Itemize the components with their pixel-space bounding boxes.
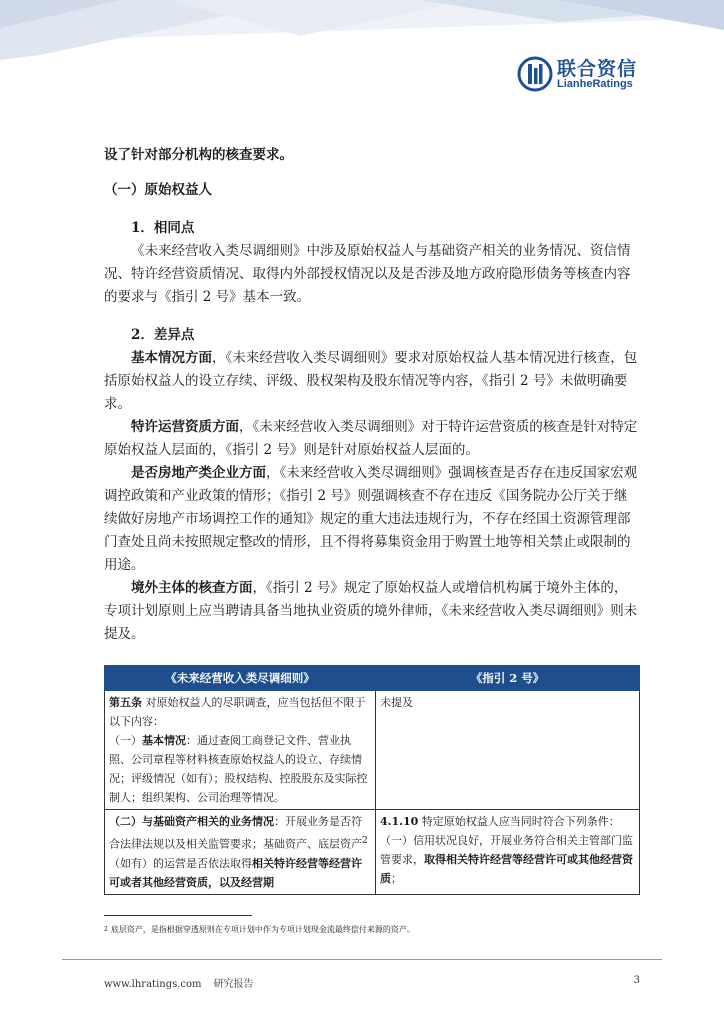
franchise-label: 特许运营资质方面	[131, 419, 239, 435]
overseas-paragraph: 境外主体的核查方面，《指引 2 号》规定了原始权益人或增信机构属于境外主体的，专项计划原则上应当聘请具备当地执业资质的境外律师，《未来经营收入类尽调细则》则未提及。	[104, 580, 638, 642]
comparison-table	[104, 665, 640, 895]
footer-url[interactable]: www.lhratings.com	[104, 979, 202, 990]
footnote-divider	[104, 915, 252, 916]
footnote-ref: 2	[362, 835, 368, 846]
table-header-row	[105, 666, 640, 691]
similarities-paragraph: 《未来经营收入类尽调细则》中涉及原始权益人与基础资产相关的业务情况、资信情况、特许经营资质情况、取得内外部授权情况以及是否涉及地方政府隐形债务等核查内容的要求与《指引 2 号》基本一致。	[104, 243, 631, 305]
basic-info-label: 基本情况方面	[131, 350, 212, 366]
subheading-differences: 2．差异点	[131, 327, 195, 343]
franchise-paragraph: 特许运营资质方面，《未来经营收入类尽调细则》对于特许运营资质的核查是针对特定原始权益人层面的，《指引 2 号》则是针对原始权益人层面的。	[104, 419, 638, 458]
table-row	[105, 810, 640, 895]
footer-divider	[62, 959, 662, 960]
subheading-similarities: 1．相同点	[131, 220, 195, 236]
page-number: 3	[633, 975, 640, 986]
footnote-text: 底层资产，是指根据穿透原则在专项计划中作为专项计划现金流最终偿付来源的资产。	[110, 925, 415, 934]
footer-left	[104, 975, 254, 990]
section-heading: （一）原始权益人	[104, 182, 212, 198]
real-estate-label: 是否房地产类企业方面	[131, 465, 266, 481]
table-header-cell: 《未来经营收入类尽调细则》	[105, 666, 376, 691]
brand-logo	[517, 54, 647, 94]
table-header-cell: 《指引 2 号》	[376, 666, 640, 691]
lianhe-logo-icon	[517, 56, 553, 92]
table-row	[105, 691, 640, 810]
footer-label: 研究报告	[213, 979, 254, 990]
overseas-label: 境外主体的核查方面	[131, 580, 253, 596]
logo-chinese: 联合资信	[557, 58, 638, 80]
logo-english: LianheRatings	[557, 78, 633, 90]
table-cell: 4.1.10 特定原始权益人应当同时符合下列条件： （一）信用状况良好，开展业务符合相关主管部门监管要求，取得相关特许经营等经营许可或其他经营资质；	[376, 810, 640, 895]
report-body	[104, 144, 640, 646]
table-cell: （二）与基础资产相关的业务情况：开展业务是否符合法律法规以及相关监管要求；基础资产、底层资产$^2$（如有）的运营是否依法取得相关特许经营等经营许可或者其他经营资质，以及经营期	[105, 810, 376, 895]
footnote-number: 2	[104, 926, 108, 933]
continued-sentence: 设了针对部分机构的核查要求。	[104, 147, 293, 163]
table-cell: 第五条 对原始权益人的尽职调查，应当包括但不限于以下内容： （一）基本情况：通过查阅工商登记文件、营业执照、公司章程等材料核查原始权益人的设立、存续情况；评级情况（如有）；股权结构、控股股东及实际控制人；组织架构、公司治理等情况。	[105, 691, 376, 810]
table-cell: 未提及	[376, 691, 640, 810]
basic-info-paragraph: 基本情况方面，《未来经营收入类尽调细则》要求对原始权益人基本情况进行核查，包括原始权益人的设立存续、评级、股权架构及股东情况等内容，《指引 2 号》未做明确要求。	[104, 350, 638, 412]
real-estate-paragraph: 是否房地产类企业方面，《未来经营收入类尽调细则》强调核查是否存在违反国家宏观调控政策和产业政策的情形；《指引 2 号》则强调核查不存在违反《国务院办公厅关于继续做好房地产市场调控工作的通知》规定的重大违法违规行为，不存在经国土资源管理部门查处且尚未按照规定整改的情形，且不得将募集资金用于购置土地等相关禁止或限制的用途。	[104, 465, 638, 573]
footnote	[104, 924, 644, 936]
